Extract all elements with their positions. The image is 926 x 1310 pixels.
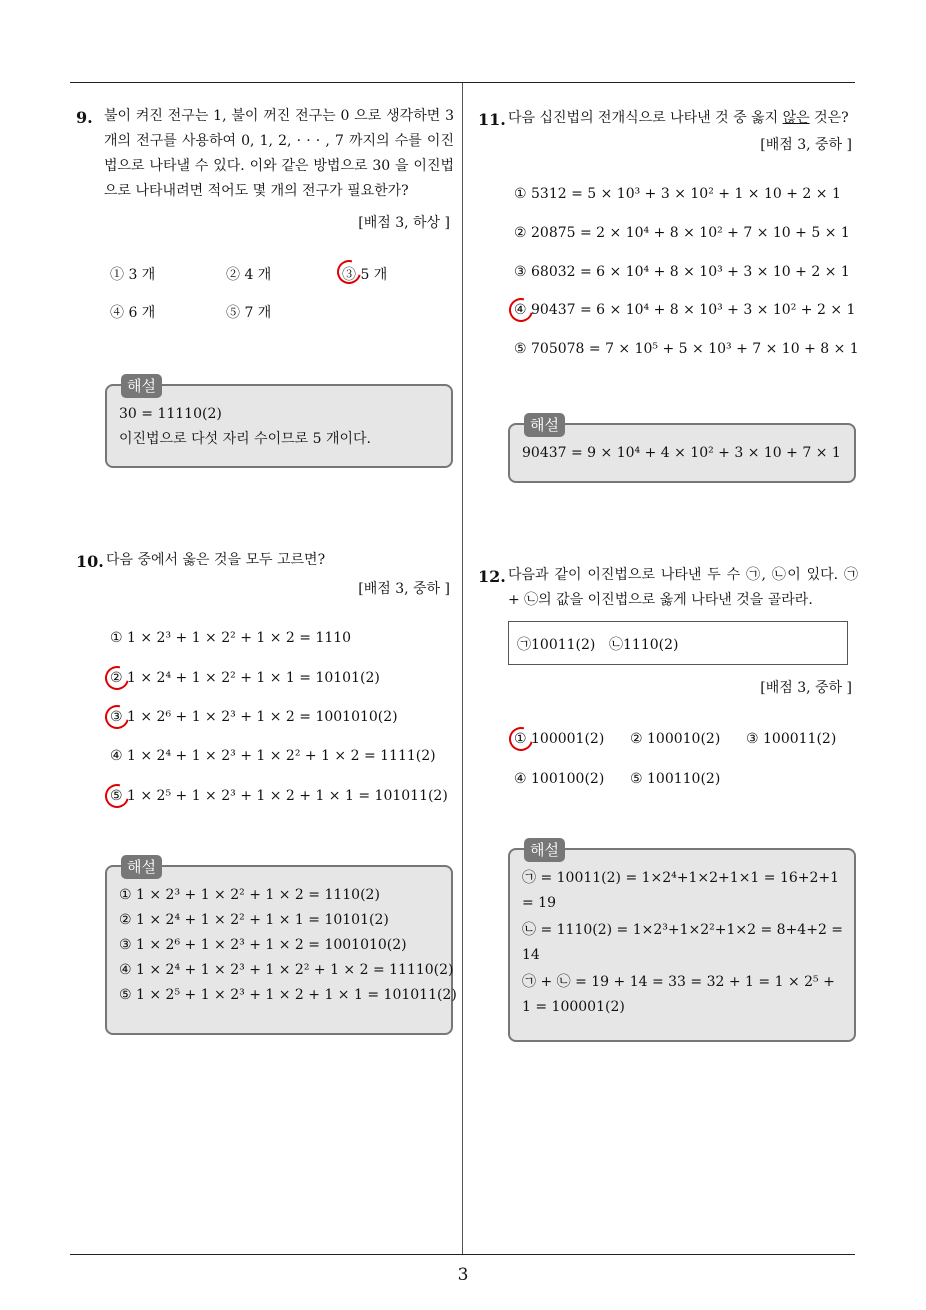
bottom-rule bbox=[70, 1254, 855, 1255]
answer-mark bbox=[505, 723, 538, 756]
question-12 bbox=[478, 567, 858, 1047]
choice-1: ① 1 × 2³ + 1 × 2² + 1 × 2 = 1110 bbox=[110, 630, 352, 646]
answer-mark bbox=[101, 662, 134, 695]
explanation-line: ② 1 × 2⁴ + 1 × 2² + 1 × 1 = 10101(2) bbox=[119, 912, 389, 928]
explanation-line: ㉠ + ㉡ = 19 + 14 = 33 = 32 + 1 = 1 × 2⁵ + 1 = 100001(2) bbox=[522, 974, 835, 1015]
given-value-b: ㉡1110(2) bbox=[609, 637, 679, 653]
question-11 bbox=[478, 110, 858, 490]
question-meta: [배점 3, 중하 ] bbox=[760, 137, 852, 153]
choice-3: ③ 5 개 bbox=[342, 264, 387, 284]
question-text: 다음 중에서 옳은 것을 모두 고르면? bbox=[106, 552, 326, 568]
question-meta: [배점 3, 하상 ] bbox=[358, 215, 450, 231]
given-values-box bbox=[508, 621, 848, 665]
choice-1: ① 100001(2) bbox=[514, 731, 604, 747]
answer-mark bbox=[101, 780, 134, 813]
question-number: 9. bbox=[76, 108, 93, 127]
choice-3: ③ 1 × 2⁶ + 1 × 2³ + 1 × 2 = 1001010(2) bbox=[110, 709, 398, 725]
question-number: 11. bbox=[478, 110, 506, 129]
explanation-line: 90437 = 9 × 10⁴ + 4 × 10² + 3 × 10 + 7 × 1 bbox=[522, 445, 841, 461]
answer-mark bbox=[505, 294, 538, 327]
question-text: 불이 켜진 전구는 1, 불이 꺼진 전구는 0 으로 생각하면 3개의 전구를 사용하여 0, 1, 2, · · · , 7 까지의 수를 이진법으로 나타낼 수 있다. 이와 같은 방법으로 30 을 이진법으로 나타내려면 적어도 몇 개의 전구가 필요한가? bbox=[104, 108, 454, 199]
explanation-line: ① 1 × 2³ + 1 × 2² + 1 × 2 = 1110(2) bbox=[119, 887, 380, 903]
answer-mark bbox=[333, 256, 366, 289]
question-text: 다음과 같이 이진법으로 나타낸 두 수 ㉠, ㉡이 있다. ㉠ + ㉡의 값을 이진법으로 옳게 나타낸 것을 골라라. bbox=[508, 567, 858, 608]
explanation-line: ⑤ 1 × 2⁵ + 1 × 2³ + 1 × 2 + 1 × 1 = 101011(2) bbox=[119, 987, 457, 1003]
choice-1: ① 3 개 bbox=[110, 267, 156, 283]
choice-2: ② 1 × 2⁴ + 1 × 2² + 1 × 1 = 10101(2) bbox=[110, 670, 380, 686]
explanation-box bbox=[105, 377, 453, 468]
choice-5: ⑤ 705078 = 7 × 10⁵ + 5 × 10³ + 7 × 10 + 8 × 1 bbox=[514, 341, 859, 357]
choice-3: ③ 68032 = 6 × 10⁴ + 8 × 10³ + 3 × 10 + 2 × 1 bbox=[514, 264, 850, 280]
explanation-label: 해설 bbox=[121, 374, 162, 398]
explanation-box bbox=[105, 858, 457, 1035]
choice-5: ⑤ 100110(2) bbox=[630, 771, 721, 787]
explanation-label: 해설 bbox=[121, 855, 162, 879]
choice-1: ① 5312 = 5 × 10³ + 3 × 10² + 1 × 10 + 2 × 1 bbox=[514, 186, 841, 202]
question-number: 12. bbox=[478, 567, 506, 586]
explanation-line: 이진법으로 다섯 자리 수이므로 5 개이다. bbox=[119, 431, 371, 447]
question-meta: [배점 3, 중하 ] bbox=[760, 680, 852, 696]
choice-2: ② 4 개 bbox=[226, 267, 272, 283]
explanation-label: 해설 bbox=[524, 838, 565, 862]
question-text: 다음 십진법의 전개식으로 나타낸 것 중 옳지 않은 것은? bbox=[508, 110, 849, 126]
answer-mark bbox=[101, 701, 134, 734]
column-divider bbox=[462, 83, 463, 1254]
explanation-box bbox=[508, 841, 856, 1042]
choice-4: ④ 100100(2) bbox=[514, 771, 605, 787]
explanation-line: ④ 1 × 2⁴ + 1 × 2³ + 1 × 2² + 1 × 2 = 11110(2) bbox=[119, 962, 454, 978]
question-meta: [배점 3, 중하 ] bbox=[358, 581, 450, 597]
explanation-label: 해설 bbox=[524, 413, 565, 437]
explanation-line: ㉡ = 1110(2) = 1×2³+1×2²+1×2 = 8+4+2 = 14 bbox=[522, 922, 844, 963]
choice-4: ④ 6 개 bbox=[110, 305, 156, 321]
given-value-a: ㉠10011(2) bbox=[517, 637, 596, 653]
question-9 bbox=[76, 108, 456, 478]
page-number: 3 bbox=[457, 1265, 469, 1285]
question-number: 10. bbox=[76, 552, 104, 571]
choice-4: ④ 1 × 2⁴ + 1 × 2³ + 1 × 2² + 1 × 2 = 1111(2) bbox=[110, 748, 436, 764]
choice-5: ⑤ 1 × 2⁵ + 1 × 2³ + 1 × 2 + 1 × 1 = 101011(2) bbox=[110, 788, 448, 804]
explanation-line: ③ 1 × 2⁶ + 1 × 2³ + 1 × 2 = 1001010(2) bbox=[119, 937, 407, 953]
choice-4: ④ 90437 = 6 × 10⁴ + 8 × 10³ + 3 × 10² + 2 × 1 bbox=[514, 302, 855, 318]
explanation-line: 30 = 11110(2) bbox=[119, 406, 222, 422]
choice-3: ③ 100011(2) bbox=[746, 731, 837, 747]
choice-2: ② 20875 = 2 × 10⁴ + 8 × 10² + 7 × 10 + 5 × 1 bbox=[514, 225, 850, 241]
choice-5: ⑤ 7 개 bbox=[226, 305, 272, 321]
explanation-line: ㉠ = 10011(2) = 1×2⁴+1×2+1×1 = 16+2+1 = 19 bbox=[522, 870, 840, 911]
explanation-box bbox=[508, 416, 856, 483]
question-10 bbox=[76, 552, 456, 1042]
choice-2: ② 100010(2) bbox=[630, 731, 721, 747]
